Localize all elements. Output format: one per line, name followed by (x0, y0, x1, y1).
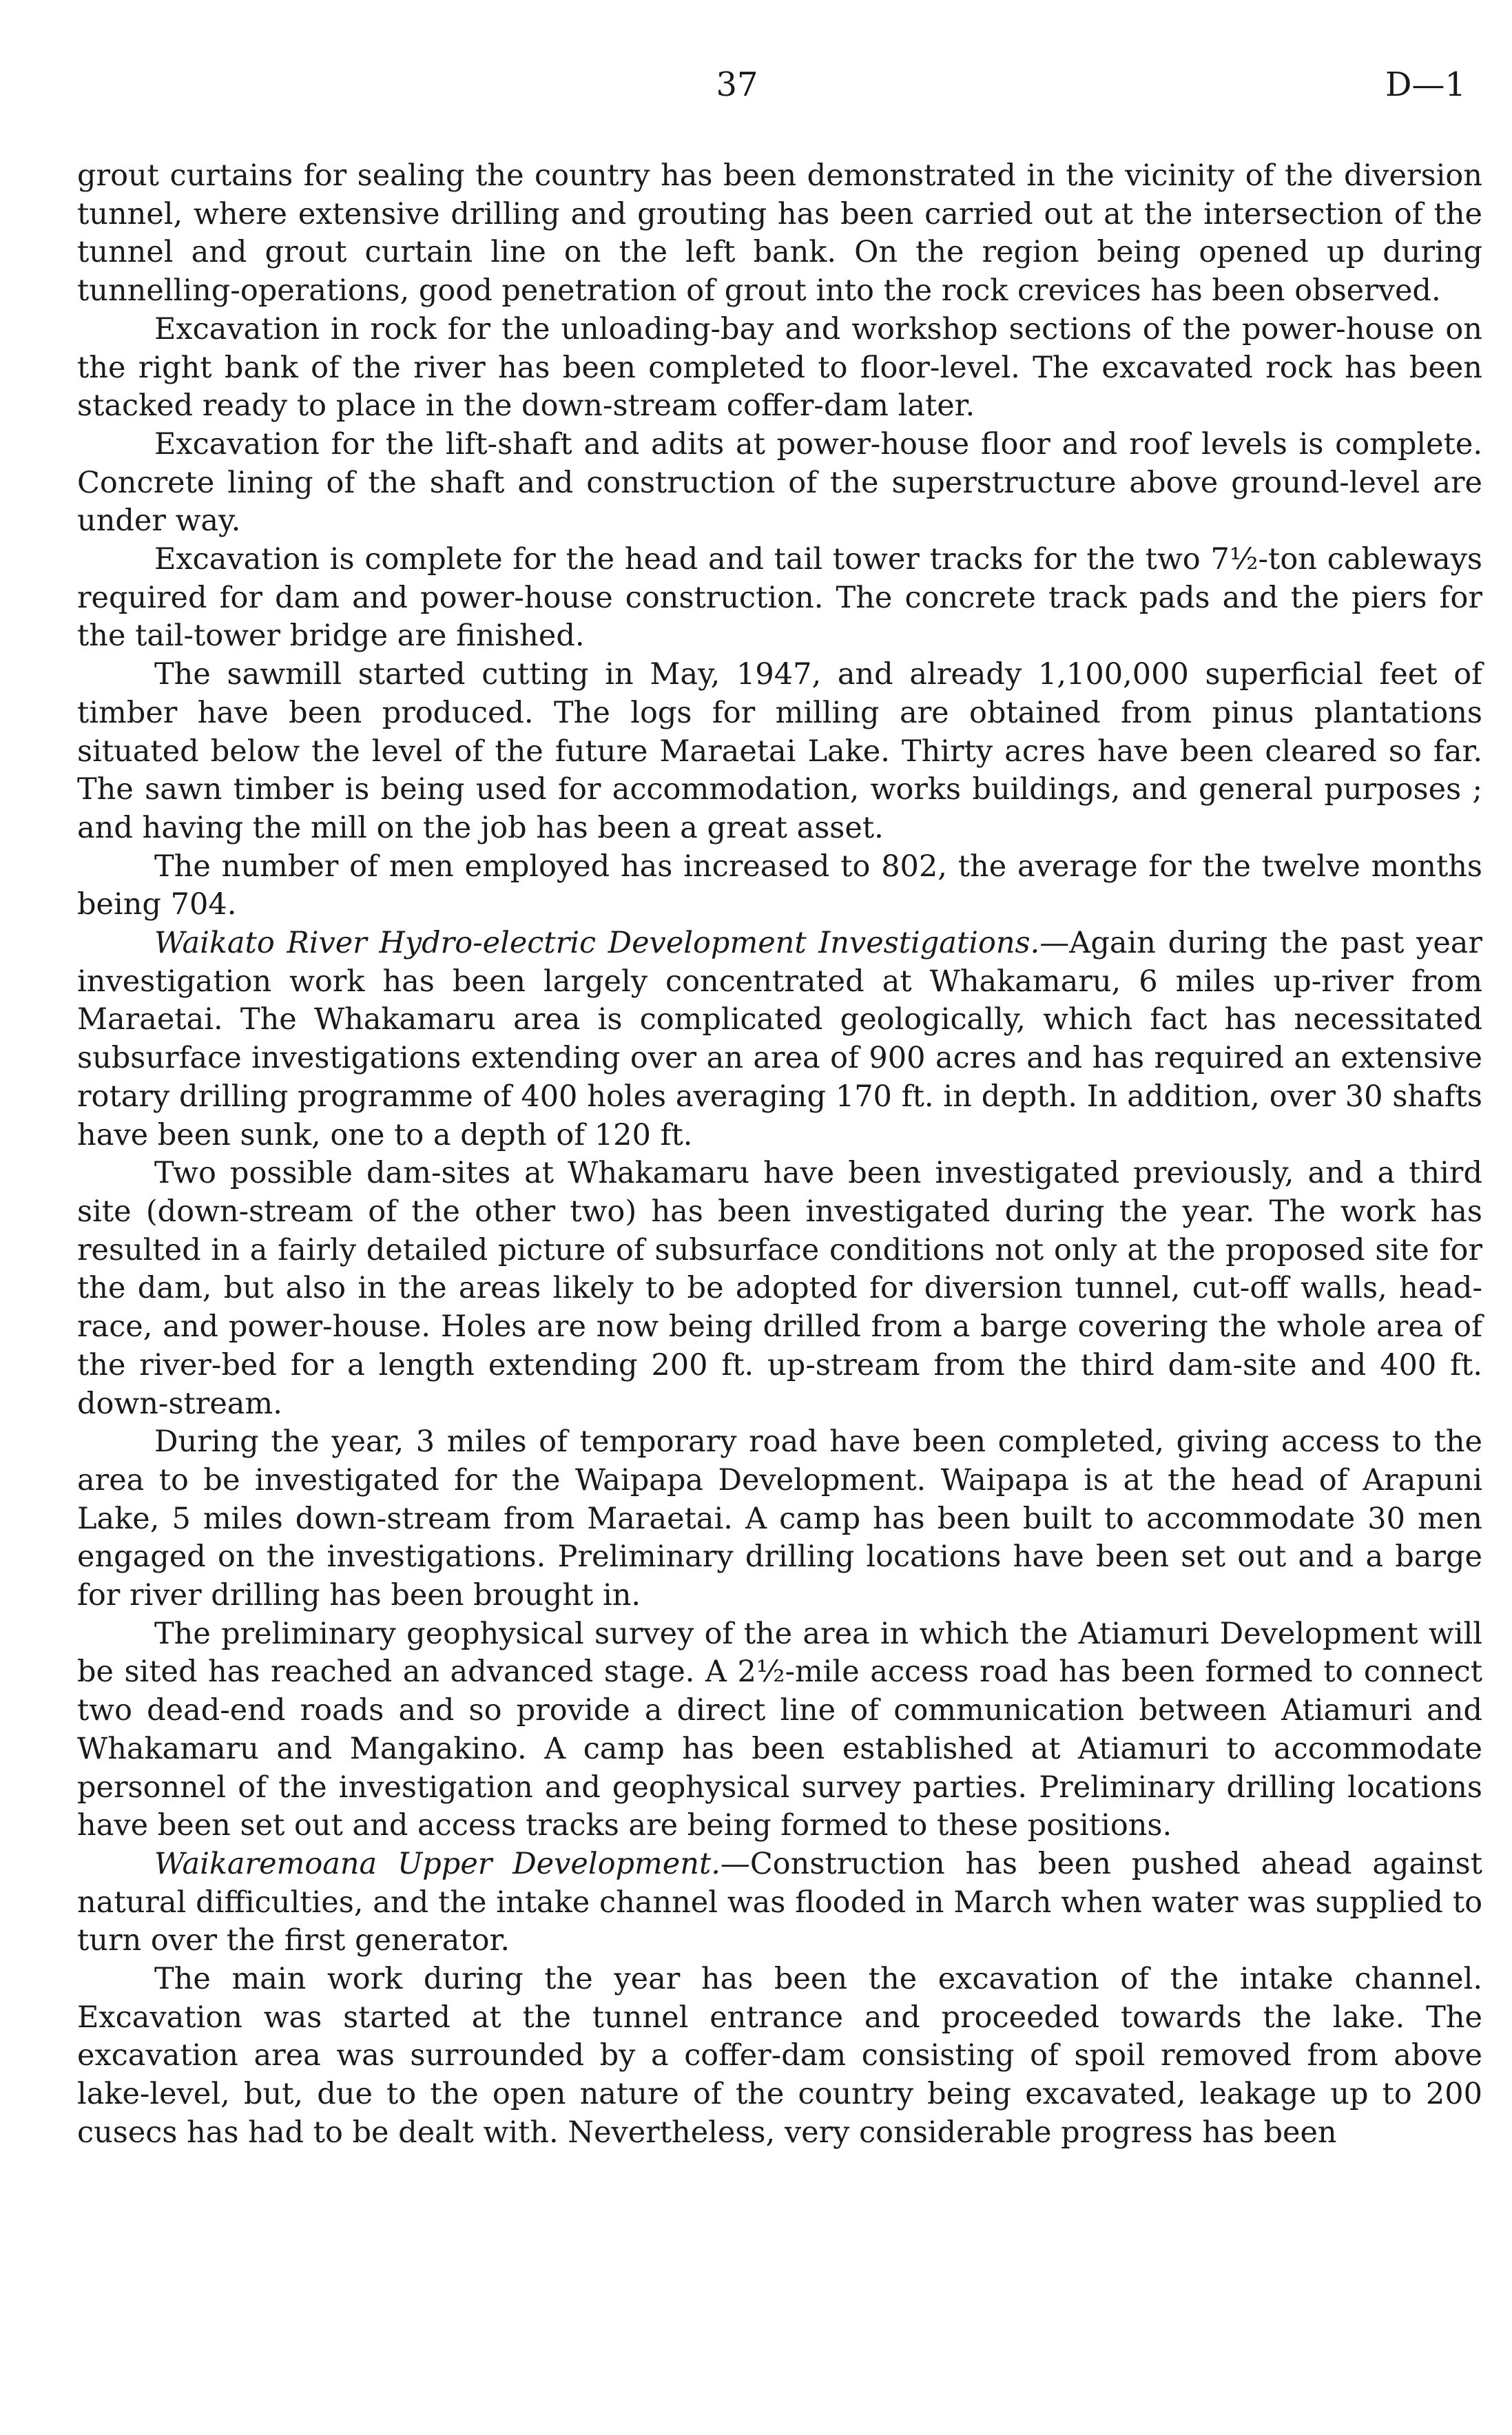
paragraph (77, 311, 1482, 426)
paragraph (77, 848, 1482, 924)
paragraph (77, 1423, 1482, 1615)
paragraph-text: Two possible dam-sites at Whakamaru have been investigated previously, and a third site (down-stream of the other two) has been investigated during the year. The work has resulted in a fairly detailed picture of subsurface conditions not only at the proposed site for the dam, but also in the areas likely to be adopted for diversion tunnel, cut-off walls, head-race, and power-house. Holes are now being drilled from a barge covering the whole area of the river-bed for a length extending 200 ft. up-stream from the third dam-site and 400 ft. down-stream. (77, 1156, 1482, 1421)
paragraph (77, 1845, 1482, 1960)
paragraph (77, 1960, 1482, 2153)
paragraph-text: The main work during the year has been the excavation of the intake channel. Excavation was started at the tunnel entrance and proceeded towards the lake. The excavation area was surrounded by a coffer-dam consisting of spoil removed from above lake-level, but, due to the open nature of the country being excavated, leakage up to 200 cusecs has had to be dealt with. Nevertheless, very considerable progress has been (77, 1962, 1482, 2150)
page-header (0, 65, 1512, 121)
paragraph-text: Excavation for the lift-shaft and adits at power-house floor and roof levels is complete. Concrete lining of the shaft and construction of the superstructure above ground-level are under way. (77, 426, 1482, 539)
paragraph-text: Excavation in rock for the unloading-bay and workshop sections of the power-house on the right bank of the river has been completed to floor-level. The excavated rock has been stacked ready to place in the down-stream coffer-dam later. (77, 311, 1482, 424)
paragraph (77, 924, 1482, 1154)
paragraph (77, 157, 1482, 311)
paragraph (77, 656, 1482, 848)
paragraph (77, 1154, 1482, 1423)
body-text (77, 157, 1482, 2153)
paragraph-text: —Again during the past year investigation work has been largely concentrated at Whakamaru, 6 miles up-river from Maraetai. The Whakamaru area is complicated geologically, which fact has necessitated subsurface investigations extending over an area of 900 acres and has required an extensive rotary drilling programme of 400 holes averaging 170 ft. in depth. In addition, over 30 shafts have been sunk, one to a depth of 120 ft. (77, 926, 1482, 1152)
paragraph (77, 541, 1482, 656)
paragraph-text: The number of men employed has increased to 802, the average for the twelve months being 704. (77, 849, 1482, 922)
document-code: D—1 (1385, 65, 1466, 104)
section-heading: Waikato River Hydro-electric Development Investigations. (154, 926, 1040, 961)
paragraph-text: The sawmill started cutting in May, 1947, and already 1,100,000 superficial feet of timber have been produced. The logs for milling are obtained from pinus plantations situated below the level of the future Maraetai Lake. Thirty acres have been cleared so far. The sawn timber is being used for accommodation, works buildings, and general purposes ; and having the mill on the job has been a great asset. (77, 657, 1482, 845)
paragraph-text: —Construction has been pushed ahead against natural difficulties, and the intake channel was flooded in March when water was supplied to turn over the first generator. (77, 1846, 1482, 1958)
page-number: 37 (716, 65, 758, 104)
paragraph (77, 426, 1482, 541)
paragraph (77, 1615, 1482, 1845)
paragraph-text: grout curtains for sealing the country has been demonstrated in the vicinity of the diversion tunnel, where extensive drilling and grouting has been carried out at the intersection of the tunnel and grout curtain line on the left bank. On the region being opened up during tunnelling-operations, good penetration of grout into the rock crevices has been observed. (77, 158, 1482, 309)
paragraph-text: Excavation is complete for the head and tail tower tracks for the two 7½-ton cableways required for dam and power-house construction. The concrete track pads and the piers for the tail-tower bridge are finished. (77, 542, 1482, 654)
paragraph-text: During the year, 3 miles of temporary road have been completed, giving access to the area to be investigated for the Waipapa Development. Waipapa is at the head of Arapuni Lake, 5 miles down-stream from Maraetai. A camp has been built to accommodate 30 men engaged on the investigations. Preliminary drilling locations have been set out and a barge for river drilling has been brought in. (77, 1424, 1482, 1613)
paragraph-text: The preliminary geophysical survey of the area in which the Atiamuri Development will be sited has reached an advanced stage. A 2½-mile access road has been formed to connect two dead-end roads and so provide a direct line of communication between Atiamuri and Whakamaru and Mangakino. A camp has been established at Atiamuri to accommodate personnel of the investigation and geophysical survey parties. Preliminary drilling locations have been set out and access tracks are being formed to these positions. (77, 1616, 1482, 1843)
section-heading: Waikaremoana Upper Development. (154, 1846, 721, 1881)
